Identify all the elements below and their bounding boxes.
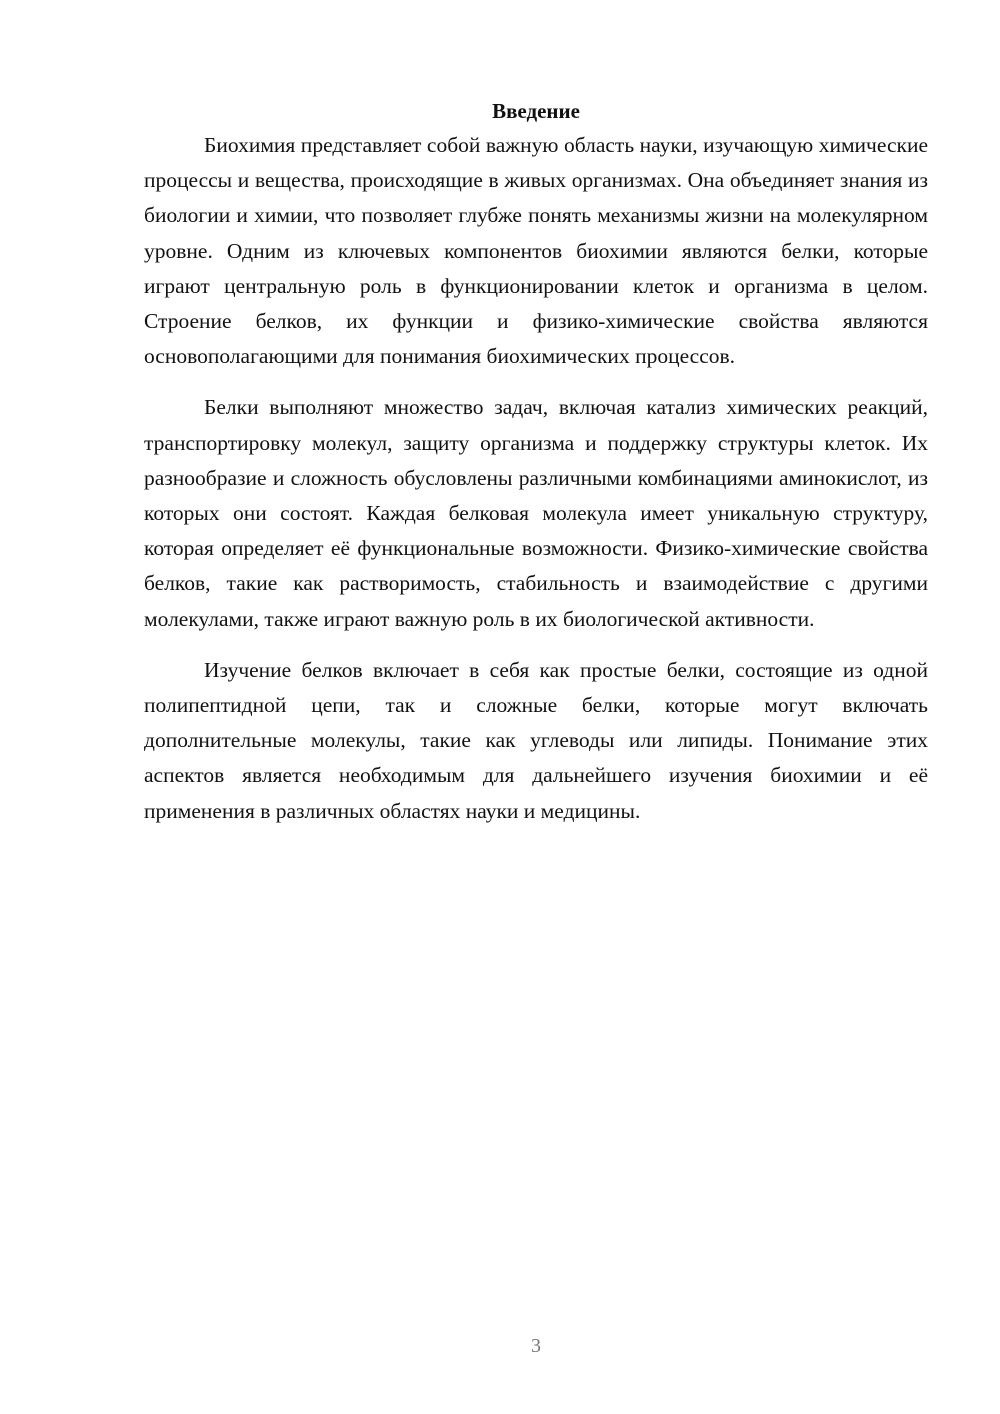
paragraph-1: Биохимия представляет собой важную область науки, изучающую химические процессы и вещества, происходящие в живых организмах. Она объединяет знания из биологии и химии, что позволяет глубже понять механизмы жизни на молекулярном уровне. Одним из ключевых компонентов биохимии являются белки, которые играют центральную роль в функционировании клеток и организма в целом. Строение белков, их функции и физико-химические свойства являются основополагающими для понимания биохимических процессов. <box>144 133 928 369</box>
section-title: Введение <box>492 99 580 123</box>
page-number: 3 <box>531 1335 541 1357</box>
paragraph-2: Белки выполняют множество задач, включая катализ химических реакций, транспортировку молекул, защиту организма и поддержку структуры клеток. Их разнообразие и сложность обусловлены различными комбинациями аминокислот, из которых они состоят. Каждая белковая молекула имеет уникальную структуру, которая определяет её функциональные возможности. Физико-химические свойства белков, такие как растворимость, стабильность и взаимодействие с другими молекулами, также играют важную роль в их биологической активности. <box>144 395 928 631</box>
page-content <box>144 96 928 829</box>
paragraph-3: Изучение белков включает в себя как простые белки, состоящие из одной полипептидной цепи, так и сложные белки, которые могут включать дополнительные молекулы, такие как углеводы или липиды. Понимание этих аспектов является необходимым для дальнейшего изучения биохимии и её применения в различных областях науки и медицины. <box>144 657 928 823</box>
